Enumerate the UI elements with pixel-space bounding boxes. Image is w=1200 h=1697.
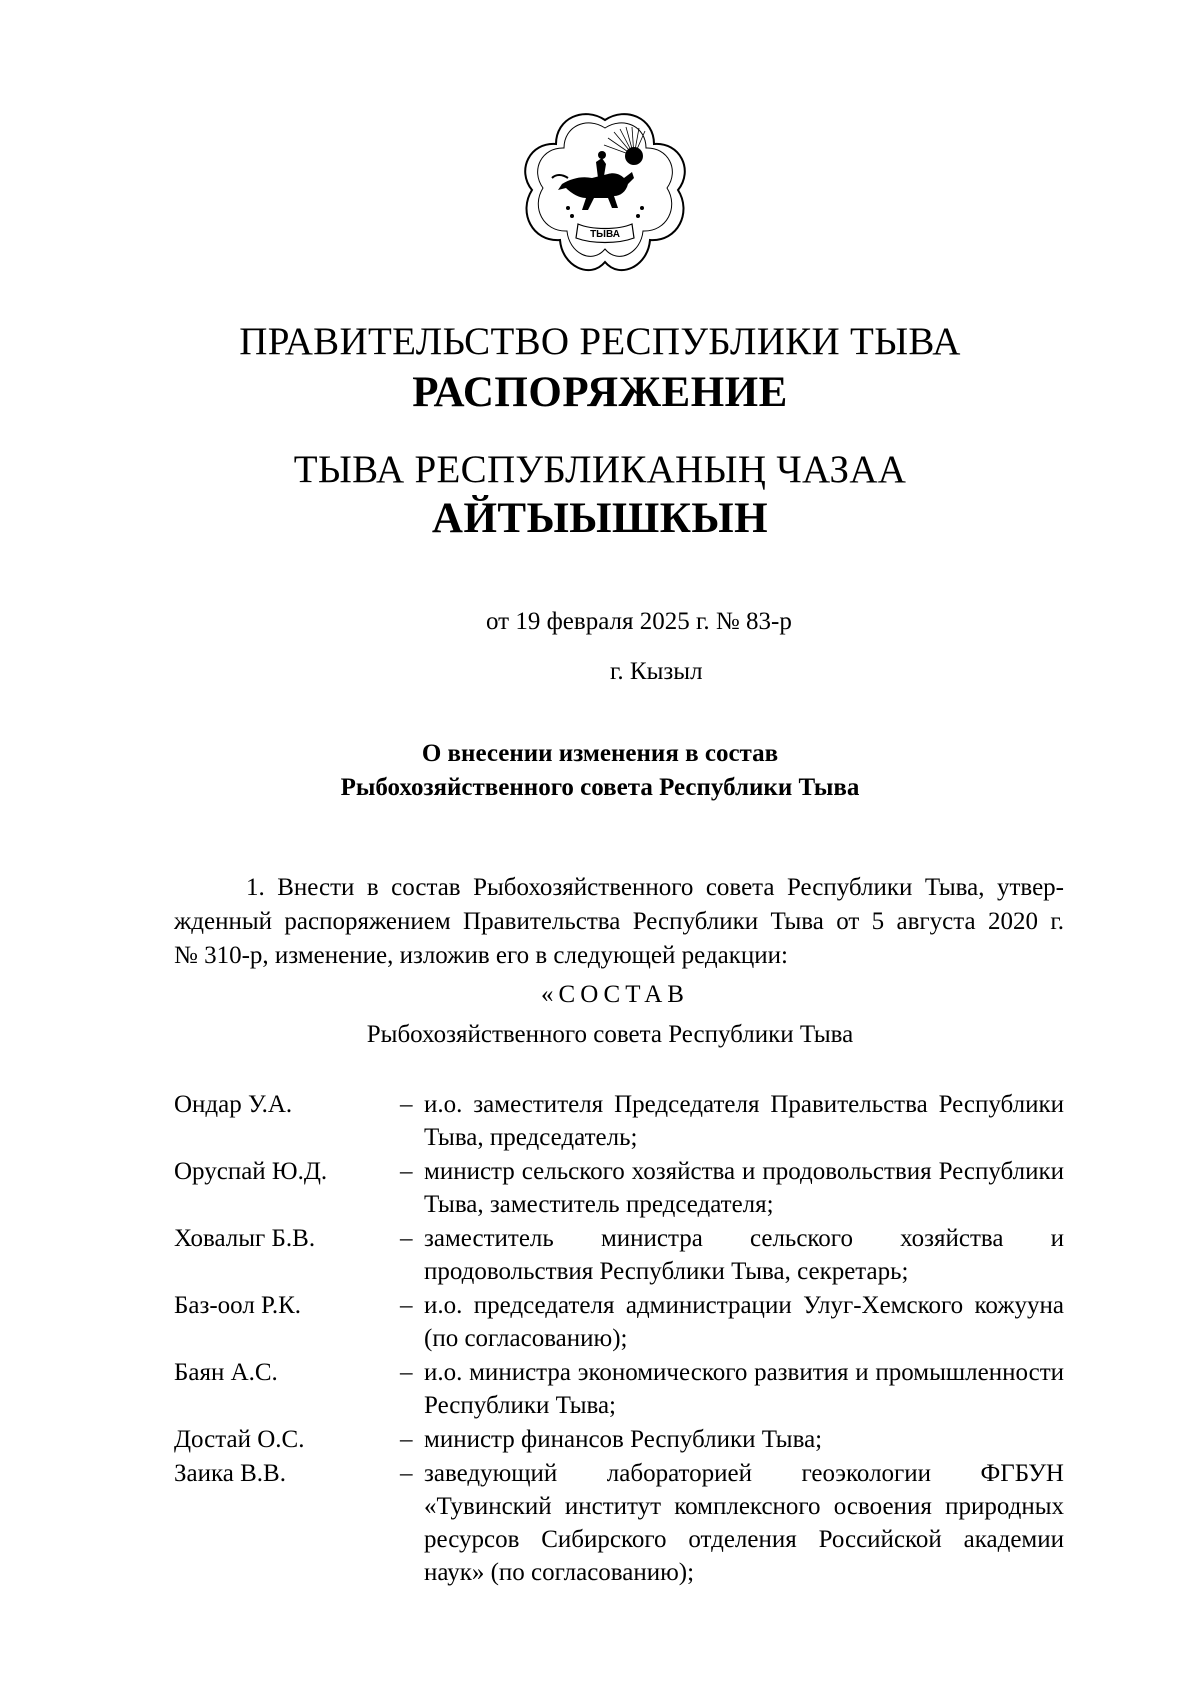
member-entry [174, 1088, 1064, 1154]
member-name: Заика В.В. [174, 1460, 286, 1487]
member-name: Баян А.С. [174, 1359, 278, 1386]
member-dash: – [400, 1426, 413, 1453]
member-entry [174, 1457, 1064, 1589]
emblem-text: ТЫВА [590, 229, 620, 240]
member-role: и.о. председателя администрации Улуг-Хемского кожууна (по согласованию); [424, 1292, 1064, 1352]
member-dash: – [400, 1460, 413, 1487]
republic-emblem-icon [522, 112, 688, 278]
member-name: Оруспай Ю.Д. [174, 1158, 328, 1185]
member-name: Достай О.С. [174, 1426, 305, 1453]
member-dash: – [400, 1292, 413, 1319]
document-type-ru: РАСПОРЯЖЕНИЕ [412, 369, 788, 416]
member-role: министр сельского хозяйства и продовольствия Республики Тыва, заместитель председателя; [424, 1158, 1064, 1218]
member-name: Ховалыг Б.В. [174, 1225, 316, 1252]
member-role: министр финансов Республики Тыва; [424, 1426, 823, 1453]
member-role: заведующий лабораторией геоэкологии ФГБУН «Тувинский институт комплексного освоения природных ресурсов Сибирского отделения Российской академии наук» (по согласованию); [424, 1460, 1064, 1586]
member-role: заместитель министра сельского хозяйства и продовольствия Республики Тыва, секретарь; [424, 1225, 1064, 1285]
government-name-tyv: ТЫВА РЕСПУБЛИКАНЫҢ ЧАЗАА [293, 448, 907, 491]
document-title-line-1: О внесении изменения в состав [421, 740, 779, 767]
member-entry [174, 1222, 1064, 1288]
document-title-line-2: Рыбохозяйственного совета Республики Тыва [340, 774, 860, 801]
body-line: 1. Внести в состав Рыбохозяйственного совета Республики Тыва, утвер- [246, 874, 1064, 901]
member-entry [174, 1356, 1064, 1422]
document-type-tyv: АЙТЫЫШКЫН [431, 495, 769, 542]
document-date-number: от 19 февраля 2025 г. № 83-р [486, 608, 792, 635]
member-name: Баз-оол Р.К. [174, 1292, 302, 1319]
member-role: и.о. заместителя Председателя Правительства Республики Тыва, председатель; [424, 1091, 1064, 1151]
member-dash: – [400, 1225, 413, 1252]
member-dash: – [400, 1158, 413, 1185]
body-line: жденный распоряжением Правительства Республики Тыва от 5 августа 2020 г. [174, 908, 1064, 935]
document-city: г. Кызыл [610, 658, 703, 685]
member-dash: – [400, 1359, 413, 1386]
member-name: Ондар У.А. [174, 1091, 293, 1118]
member-entry [174, 1289, 1064, 1355]
composition-subheading: Рыбохозяйственного совета Республики Тыва [366, 1021, 854, 1048]
member-role: и.о. министра экономического развития и промышленности Республики Тыва; [424, 1359, 1064, 1419]
member-entry [174, 1155, 1064, 1221]
member-entry [174, 1423, 1064, 1456]
members-list [174, 1088, 1064, 1590]
composition-heading: «СОСТАВ [541, 981, 689, 1008]
body-line: № 310-р, изменение, изложив его в следующей редакции: [174, 942, 788, 969]
body-paragraph [174, 871, 1064, 973]
government-name-ru: ПРАВИТЕЛЬСТВО РЕСПУБЛИКИ ТЫВА [239, 320, 961, 363]
member-dash: – [400, 1091, 413, 1118]
